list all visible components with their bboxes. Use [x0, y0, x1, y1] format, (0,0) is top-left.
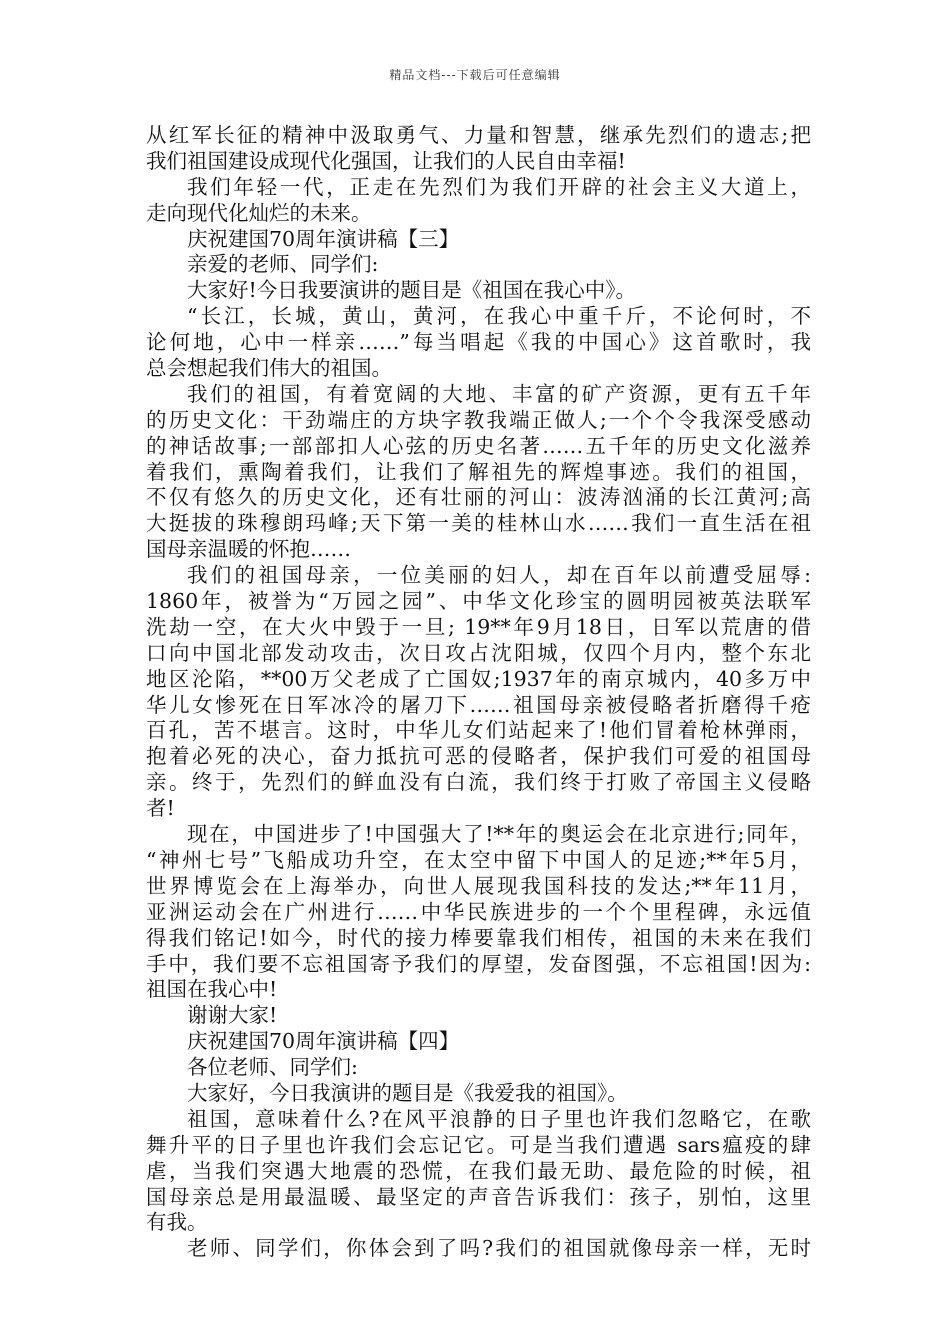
text-line: 现在，中国进步了!中国强大了!**年的奥运会在北京进行;同年，	[187, 822, 811, 847]
text-line: 我们年轻一代，正走在先烈们为我们开辟的社会主义大道上，	[187, 174, 811, 199]
text-line: 庆祝建国70周年演讲稿【四】	[187, 1029, 460, 1054]
text-line: 世界博览会在上海举办，向世人展现我国科技的发达;**年11月，	[146, 873, 811, 898]
text-line: 祖国，意味着什么?在风平浪静的日子里也许我们忽略它，在歌	[187, 1106, 811, 1131]
text-line: 从红军长征的精神中汲取勇气、力量和智慧，继承先烈们的遗志;把	[146, 123, 811, 147]
text-line: 口向中国北部发动攻击，次日攻占沈阳城，仅四个月内，整个东北	[146, 640, 811, 665]
text-line: 我们的祖国母亲，一位美丽的妇人，却在百年以前遭受屈辱:	[187, 563, 811, 588]
page-header: 精品文档---下载后可任意编辑	[389, 68, 561, 82]
text-line: 庆祝建国70周年演讲稿【三】	[187, 226, 460, 251]
text-line: 大挺拔的珠穆朗玛峰;天下第一美的桂林山水……我们一直生活在祖	[146, 511, 811, 536]
text-line: 有我。	[146, 1210, 208, 1235]
text-line: 的历史文化：干劲端庄的方块字教我端正做人;一个个令我深受感动	[146, 407, 811, 432]
text-line: 国母亲温暖的怀抱……	[146, 537, 351, 562]
text-line: 论何地，心中一样亲……”每当唱起《我的中国心》这首歌时，我	[146, 330, 811, 355]
text-line: 大家好，今日我演讲的题目是《我爱我的祖国》。	[187, 1080, 628, 1105]
text-line: 谢谢大家!	[187, 1003, 278, 1028]
text-line: 虐，当我们突遇大地震的恐慌，在我们最无助、最危险的时候，祖	[146, 1158, 811, 1183]
text-line: 总会想起我们伟大的祖国。	[146, 356, 392, 381]
text-line: 地区沦陷，**00万父老成了亡国奴;1937年的南京城内，40多万中	[146, 666, 811, 691]
text-line: 大家好!今日我要演讲的题目是《祖国在我心中》。	[187, 278, 636, 303]
text-line: 不仅有悠久的历史文化，还有壮丽的河山：波涛汹涌的长江黄河;高	[146, 485, 811, 510]
document-body	[146, 123, 811, 1262]
text-line: 亲爱的老师、同学们:	[187, 252, 379, 277]
text-line: 舞升平的日子里也许我们会忘记它。可是当我们遭遇 sars瘟疫的肆	[146, 1132, 811, 1157]
text-line: 华儿女惨死在日军冰冷的屠刀下……祖国母亲被侵略者折磨得千疮	[146, 692, 811, 717]
text-line: 亚洲运动会在广州进行……中华民族进步的一个个里程碑，永远值	[146, 899, 811, 924]
text-line: 手中，我们要不忘祖国寄予我们的厚望，发奋图强，不忘祖国!因为:	[146, 951, 811, 976]
text-line: 的神话故事;一部部扣人心弦的历史名著……五千年的历史文化滋养	[146, 433, 811, 458]
text-line: 着我们，熏陶着我们，让我们了解祖先的辉煌事迹。我们的祖国，	[146, 459, 811, 484]
text-line: 祖国在我心中!	[146, 977, 278, 1002]
text-line: 者!	[146, 796, 175, 821]
text-line: 百孔，苦不堪言。这时，中华儿女们站起来了!他们冒着枪林弹雨，	[146, 718, 811, 743]
text-line: 抱着必死的决心，奋力抵抗可恶的侵略者，保护我们可爱的祖国母	[146, 744, 811, 769]
text-line: 我们的祖国，有着宽阔的大地、丰富的矿产资源，更有五千年	[187, 381, 811, 406]
text-line: 国母亲总是用最温暖、最坚定的声音告诉我们：孩子，别怕，这里	[146, 1184, 811, 1209]
text-line: 我们祖国建设成现代化强国，让我们的人民自由幸福!	[146, 148, 626, 173]
text-line: “神州七号”飞船成功升空，在太空中留下中国人的足迹;**年5月，	[146, 847, 811, 872]
text-line: 洗劫一空，在大火中毁于一旦; 19**年9月18日，日军以荒唐的借	[146, 614, 811, 639]
text-line: 各位老师、同学们:	[187, 1055, 358, 1080]
text-line: 老师、同学们，你体会到了吗?我们的祖国就像母亲一样，无时	[187, 1236, 811, 1261]
text-line: “长江，长城，黄山，黄河，在我心中重千斤，不论何时，不	[187, 304, 811, 329]
text-line: 得我们铭记!如今，时代的接力棒要靠我们相传，祖国的未来在我们	[146, 925, 811, 950]
text-line: 亲。终于，先烈们的鲜血没有白流，我们终于打败了帝国主义侵略	[146, 770, 811, 795]
text-line: 走向现代化灿烂的未来。	[146, 200, 372, 225]
text-line: 1860年，被誉为“万园之园”、中华文化珍宝的圆明园被英法联军	[146, 589, 811, 614]
